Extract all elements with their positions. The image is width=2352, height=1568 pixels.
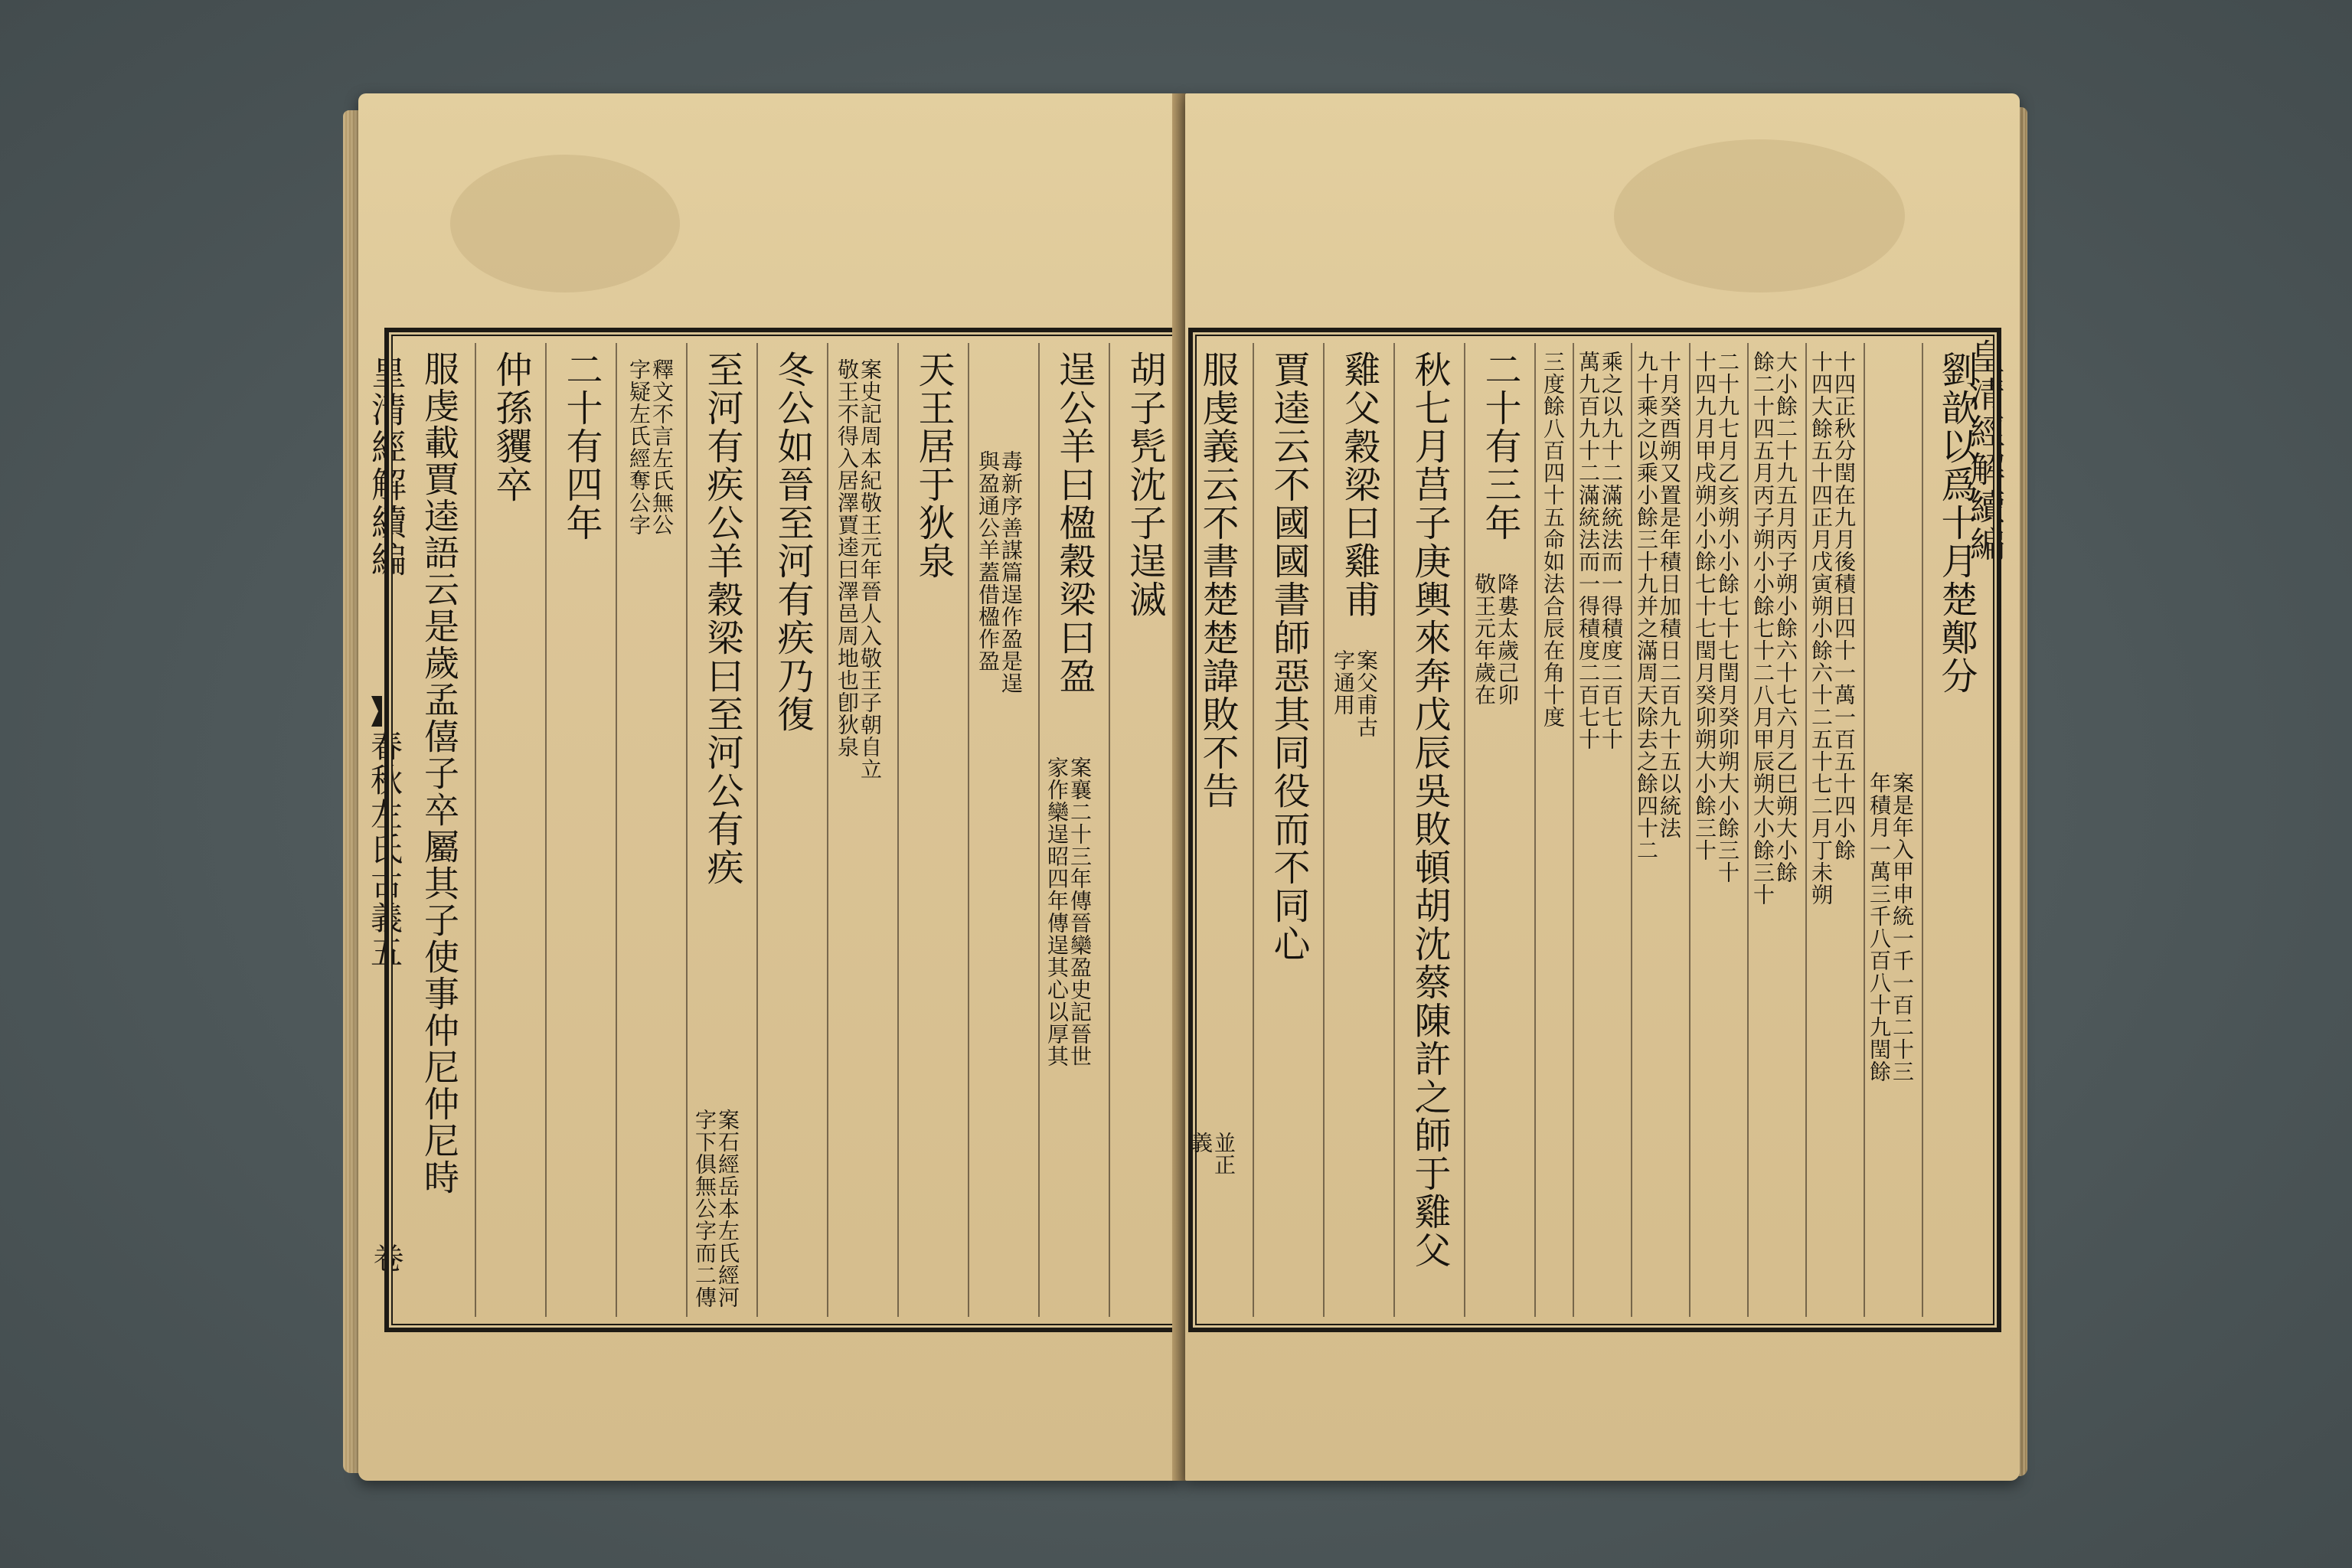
annotation: [1332, 649, 1377, 738]
note-line: 字疑左氏經奪公字: [626, 358, 652, 536]
right-column: [1922, 343, 1989, 1317]
annotation: [1577, 351, 1622, 750]
main-text: 二十有四年: [560, 351, 603, 542]
left-column: [1038, 343, 1109, 1317]
note-line: 萬九百九十二滿統法而一得積度二百七十: [1576, 351, 1601, 750]
note-line: 並正: [1211, 1132, 1236, 1176]
left-column: [827, 343, 897, 1317]
note-line: 大小餘二十九五月丙子朔小餘六十七六月乙巳朔大小餘: [1773, 351, 1798, 884]
note-line: 案石經岳本左氏經河: [715, 1109, 740, 1308]
right-page: [1185, 93, 2020, 1481]
right-column: [1864, 343, 1922, 1317]
main-text: 天王居于狄泉: [912, 351, 955, 580]
main-text: 雞父穀梁曰雞甫: [1338, 351, 1380, 619]
main-text: 服虔載賈逵語云是歲孟僖子卒屬其子使事仲尼仲尼時: [419, 351, 460, 1196]
left-column: [545, 343, 616, 1317]
note-line: 與盈通公羊蓋借楹作盈: [975, 450, 1001, 672]
right-column: [1534, 343, 1573, 1317]
annotation: [835, 358, 883, 780]
note-line: 降婁太歲己卯: [1494, 573, 1520, 706]
main-text: 冬公如晉至河有疾乃復: [771, 351, 814, 733]
note-line: 九十乘之以乘小餘三十九并之滿周天除去之餘四十二: [1634, 351, 1659, 861]
note-line: 乘之以九十二滿統法而一得積度二百七十: [1599, 351, 1624, 750]
left-text-frame: [384, 328, 1191, 1332]
note-line: 釋文不言左氏無公: [649, 358, 675, 536]
note-line: 案是年入甲申統一千一百二十三: [1890, 772, 1915, 1083]
annotation: [1540, 351, 1566, 728]
annotation: [1694, 351, 1738, 884]
main-text: 劉歆以爲十月楚鄭分: [1935, 351, 1978, 695]
annotation: [694, 1109, 738, 1308]
left-margin-title: 皇清經解續編: [366, 354, 407, 579]
right-column: [1689, 343, 1747, 1317]
left-column: [968, 343, 1038, 1317]
note-line: 餘二十四五月丙子朔小小餘七十二八月甲辰朔大小餘三十: [1750, 351, 1775, 906]
note-line: 案襄二十三年傳晉欒盈史記晉世: [1067, 756, 1093, 1067]
note-line: 字通用: [1331, 649, 1356, 716]
left-column: [1109, 343, 1179, 1317]
left-column: [686, 343, 756, 1317]
right-column: [1323, 343, 1393, 1317]
note-line: 敬王不得入居澤賈逵曰澤邑周地也卽狄泉: [835, 358, 860, 758]
right-margin-title: 皇清經解續編: [1965, 338, 2006, 564]
right-column: [1393, 343, 1464, 1317]
left-page-number: 卷: [368, 1242, 403, 1275]
annotation: [1868, 772, 1913, 1083]
note-line: 義: [1188, 1132, 1214, 1154]
note-line: 十四大餘五十四正月戊寅朔小餘六十二五十七二月丁未朔: [1808, 351, 1834, 906]
annotation: [1190, 1132, 1234, 1176]
note-line: 十四九月甲戌朔小小餘七十七閏月癸卯朔大小餘三十: [1692, 351, 1717, 861]
note-line: 字下俱無公字而二傳: [692, 1109, 717, 1308]
annotation: [1044, 756, 1093, 1067]
note-line: 三度餘八百四十五命如法合辰在角十度: [1540, 351, 1566, 728]
note-line: 家作欒逞昭四年傳逞其心以厚其: [1044, 756, 1070, 1067]
annotation: [626, 358, 675, 536]
main-text: 仲孫貜卒: [489, 351, 532, 504]
right-columns: [1188, 343, 1989, 1317]
annotation: [1808, 351, 1857, 906]
paper-stain: [1614, 139, 1905, 292]
right-column: [1631, 343, 1689, 1317]
fishtail-mark: [371, 696, 382, 727]
right-column: [1464, 343, 1534, 1317]
right-column: [1805, 343, 1864, 1317]
note-line: 敬王元年歲在: [1472, 573, 1497, 706]
right-column: [1253, 343, 1323, 1317]
main-text: 服虔義云不書楚楚諱敗不告: [1196, 351, 1239, 810]
left-column: [897, 343, 968, 1317]
right-text-frame: [1188, 328, 2001, 1332]
main-text: 二十有三年: [1478, 351, 1521, 542]
main-text: 胡子髠沈子逞滅: [1123, 351, 1166, 619]
note-line: 十四正秋分閏在九月後積日四十一萬一百五十四小餘: [1831, 351, 1857, 861]
note-line: 十月癸酉朔又置是年積日加積日二百九十五以統法: [1657, 351, 1682, 839]
note-line: 二十九七月乙亥朔小小餘七十七閏月癸卯朔大小餘三十: [1715, 351, 1740, 884]
left-margin-subtitle: 春秋左氏古義五: [366, 729, 403, 970]
main-text: 賈逵云不國國書師惡其同役而不同心: [1267, 351, 1310, 963]
annotation: [1472, 573, 1520, 706]
note-line: 案父甫古: [1354, 649, 1379, 738]
right-column: [1747, 343, 1805, 1317]
left-column: [616, 343, 686, 1317]
right-column: [1573, 343, 1631, 1317]
left-columns: [397, 343, 1179, 1317]
note-line: 案史記周本紀敬王元年晉人入敬王子朝自立: [858, 358, 883, 780]
left-column: [756, 343, 827, 1317]
left-column: [404, 343, 475, 1317]
main-text: 逞公羊曰楹穀梁曰盈: [1053, 351, 1096, 695]
note-line: 毒新序善謀篇逞作盈是逞: [998, 450, 1024, 694]
open-book: [343, 93, 2027, 1481]
paper-stain: [450, 155, 680, 292]
left-column: [475, 343, 545, 1317]
main-text: 秋七月莒子庚輿來奔戊辰吳敗頓胡沈蔡陳許之師于雞父: [1408, 351, 1451, 1269]
right-column: [1182, 343, 1253, 1317]
left-page: [358, 93, 1181, 1481]
annotation: [975, 450, 1024, 694]
note-line: 年積月一萬三千八百八十九閏餘: [1867, 772, 1892, 1083]
annotation: [1635, 351, 1680, 861]
main-text: 至河有疾公羊穀梁曰至河公有疾: [701, 351, 743, 887]
annotation: [1752, 351, 1796, 906]
